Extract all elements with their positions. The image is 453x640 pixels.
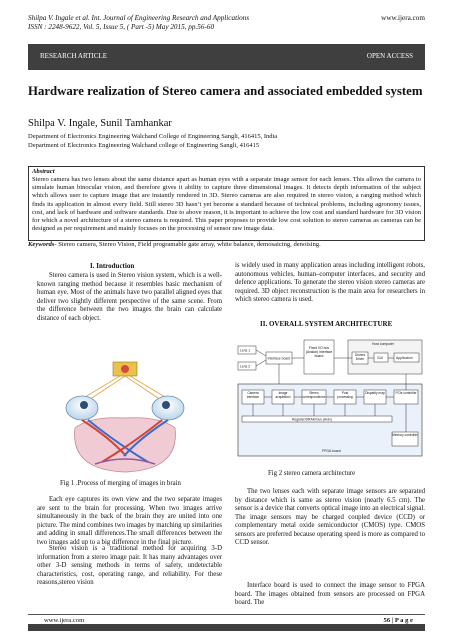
research-article-label: RESEARCH ARTICLE	[40, 52, 108, 60]
open-access-label: OPEN ACCESS	[366, 52, 413, 60]
keywords-line	[28, 241, 428, 248]
pcie-controller-label: PCIe controller	[395, 391, 417, 395]
keywords-label: Keywords	[28, 241, 55, 248]
page-number: 56 | P a g e	[383, 617, 413, 624]
stereo-camera-architecture-diagram	[232, 336, 428, 460]
footer-website[interactable]: www.ijera.com	[44, 617, 85, 624]
interface-board-label: Interface board	[267, 356, 291, 361]
disparity-map-label: Disparity map	[365, 391, 385, 395]
affiliation-1: Department of Electronics Engineering Walchand College of Engineering Sangli, 416415, India	[28, 133, 278, 140]
memory-controller-label: Memory controller	[392, 433, 418, 437]
keywords-text: - Stereo camera, Stereo Vision, Field programable gate array, white balance, demosaicing, denoising.	[54, 241, 321, 248]
running-header	[28, 14, 358, 32]
abstract-text: Stereo camera has two lenses about the same distance apart as human eyes with a separate image sensor for each lenses. This allows the camera to simulate human binocular vision, and therefore gives it ability to capture three dimensional images. It detects depth information of the subject which allows user to capture image that are instantly rendered in 3D. Stereo cameras are also required in stereo vision, a ranging method which finds its application in almost every field. Still stereo 3D hasn’t yet become a standard because of technical problems, including agronomy issues, cost, and lack of hardware and software standards. Due to above reason, it is important to achieve the low cost and standard hardware for 3D vision for which a novel architecture of a stereo camera is required. This paper proposes to provide low cost solution to stereo cameras as cameras can be designed as per requirement and mainly focuses on the processing of sensor raw image data.	[32, 176, 421, 233]
dram-bus-label: Register/DRAM bus (Avln)	[292, 417, 332, 422]
section-introduction-heading: I. Introduction	[90, 262, 135, 270]
figure-2-caption: Fig 2 stereo camera architecture	[268, 470, 356, 477]
intro-paragraph-2: Each eye captures its own view and the two separate images are sent to the brain for processing. When two images arrive simultaneously in the back of the brain they are united into one picture. The mind combines two images by matching up similarities and adding in small differences.The small differences between the two images add up to a big difference in the final picture.	[37, 496, 222, 546]
post-processing-label: Post processing	[337, 391, 353, 399]
camera-interface-label: Camera interface	[246, 391, 260, 399]
left-pupil	[80, 401, 88, 409]
architecture-paragraph-2: Interface board is used to connect the image sensor to FPGA board. The images obtained from sensors are processed on FPGA board. The	[235, 582, 425, 607]
section-architecture-heading: II. OVERALL SYSTEM ARCHITECTURE	[260, 320, 393, 328]
fpga-bus-label: Fixed I/O bus (Avalon) interface board	[305, 346, 333, 358]
intro-paragraph-3: Stereo vision is a traditional method for acquiring 3-D information from a stereo image pair. It has many advantages over other 3-D sensing methods in terms of safety, undetectable characteristics, cost, operating range, and reliability. For these reasons,stereo vision	[37, 545, 222, 587]
journal-website[interactable]: www.ijera.com	[381, 14, 425, 22]
host-computer-label: Host computer	[372, 342, 395, 346]
stereo-correspondence-label: Stereo correspondence	[302, 391, 326, 399]
abstract-label: Abstract	[32, 168, 55, 175]
footer-divider	[28, 614, 425, 615]
intro-paragraph-4: is widely used in many application areas including intelligent robots, autonomous vehicles, human–computer interfaces, and security and defence applications. To generate the stereo vision stereo cameras are required. 3D object reconstruction is the main area for researchers in which stereo camera is used.	[235, 262, 425, 304]
figure-1-caption: Fig 1 .Process of merging of images in brain	[60, 480, 181, 487]
article-type-band	[28, 44, 425, 70]
journal-name: Shilpa V. Ingale et al. Int. Journal of Engineering Research and Applications	[28, 14, 250, 22]
abstract-box	[28, 166, 425, 241]
affiliations	[28, 133, 277, 150]
brain-vision-illustration	[40, 358, 210, 476]
right-pupil	[162, 401, 170, 409]
architecture-paragraph-1: The two lenses each with separate image sensors are separated by distance which is same as stereo vision (nearly 6.5 cm). The sensor is a device that converts optical image into an electrical signal. The image sensors may be charged coupled device (CCD) or complementary metal oxide semiconductor (CMOS) type. CMOS sensors are preferred because operating speed is more as compared to CCD sensor.	[235, 488, 425, 547]
driver-label: Drivers Driver	[354, 353, 366, 361]
paper-authors: Shilpa V. Ingale, Sunil Tamhankar	[28, 118, 172, 129]
footer-band	[28, 624, 425, 631]
paper-title: Hardware realization of Stereo camera and associated embedded system	[28, 84, 423, 98]
fpga-board-label: FPGA board	[322, 449, 341, 453]
affiliation-2: Department of Electronics Engineering Walchand college of Engineering Sangli, 416415	[28, 141, 260, 149]
application-label: Application	[396, 356, 413, 360]
image-acquisition-label: Image acquisition	[275, 391, 291, 399]
issn-line: ISSN : 2248-9622, Vol. 5, Issue 5, ( Part -5) May 2015, pp.56-60	[28, 23, 215, 31]
scene-object	[113, 362, 137, 376]
intro-paragraph-1: Stereo camera is used in Stereo vision system, which is a well-known ranging method because it resembles basic mechanism of human eye. Most of the animals have two parallel aligned eyes that deliver two slightly different perspective of the same scene. From the difference between the two images the brain can calculate distance of each object.	[37, 272, 222, 322]
gui-label: GUI	[377, 356, 384, 360]
light-rays	[80, 376, 170, 402]
lens-2-label: Lens 2	[240, 364, 251, 369]
lens-1-label: Lens 1	[240, 348, 251, 353]
